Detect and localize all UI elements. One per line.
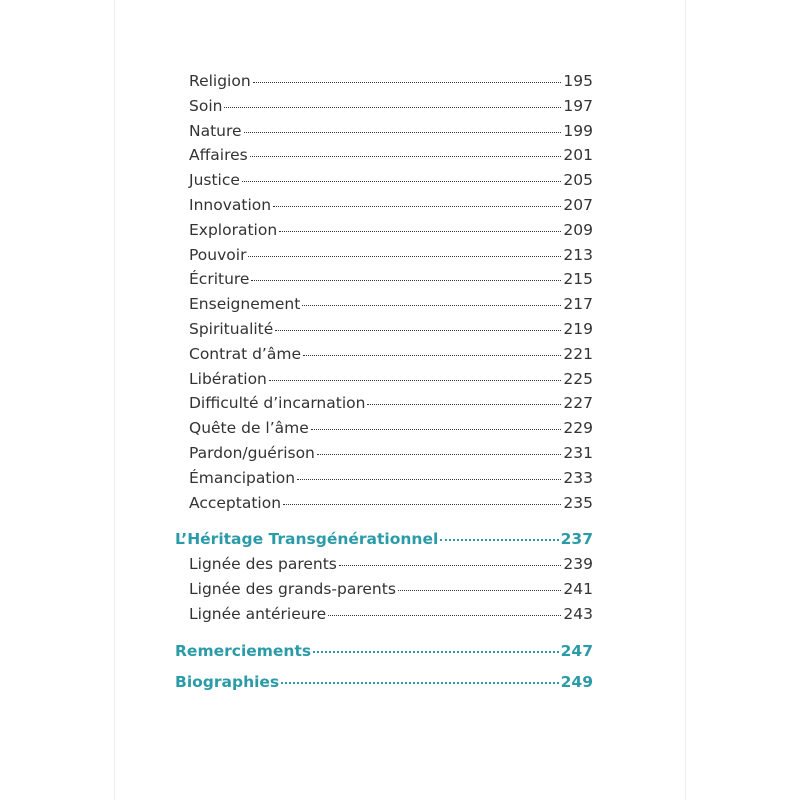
toc-entry-title: Contrat d’âme — [189, 344, 301, 363]
toc-entry-title: Affaires — [189, 146, 248, 165]
toc-entry — [175, 72, 593, 97]
toc-entry-page: 243 — [563, 604, 593, 623]
toc-entry-page: 197 — [563, 96, 593, 115]
toc-entry — [175, 394, 593, 419]
toc-entry-page: 199 — [563, 121, 593, 140]
dot-leader — [250, 156, 562, 157]
dot-leader — [279, 231, 561, 232]
toc-entry — [175, 270, 593, 295]
toc-entry-page: 209 — [563, 220, 593, 239]
toc-entry-page: 227 — [563, 394, 593, 413]
toc-entry-page: 225 — [563, 369, 593, 388]
toc-entry-page: 217 — [563, 295, 593, 314]
dot-leader — [339, 565, 562, 566]
toc-entry-page: 195 — [563, 72, 593, 90]
toc-entry-title: Libération — [189, 369, 267, 388]
dot-leader — [283, 504, 561, 505]
toc-entry — [175, 469, 593, 494]
toc-entry — [175, 320, 593, 345]
dot-leader — [253, 82, 562, 83]
toc-section-title: Remerciements — [175, 641, 312, 660]
toc-entry-page: 201 — [563, 146, 593, 165]
toc-entry-page: 233 — [563, 468, 593, 487]
toc-entry-page: 235 — [563, 493, 593, 512]
dot-leader — [317, 454, 562, 455]
toc-section-page: 237 — [560, 530, 593, 549]
toc-entry — [175, 171, 593, 196]
toc-entry-title: Lignée antérieure — [189, 604, 327, 623]
toc-entry-page: 231 — [563, 443, 593, 462]
toc-entry-title: Pardon/guérison — [189, 443, 315, 462]
dot-leader — [398, 590, 562, 591]
toc-entry-title: Exploration — [189, 220, 278, 239]
toc-entry-title: Enseignement — [189, 295, 301, 314]
toc-section-title: Biographies — [175, 672, 280, 691]
toc-entry-page: 215 — [563, 270, 593, 289]
toc-entry — [175, 605, 593, 630]
table-of-contents — [175, 72, 593, 698]
toc-entry-page: 219 — [563, 319, 593, 338]
toc-entry — [175, 295, 593, 320]
toc-entry-title: Innovation — [189, 195, 272, 214]
dot-leader — [224, 107, 561, 108]
toc-entry — [175, 196, 593, 221]
toc-entry — [175, 494, 593, 519]
toc-entry-page: 229 — [563, 419, 593, 438]
dot-leader — [367, 404, 561, 405]
toc-entry-title: Lignée des grands-parents — [189, 580, 396, 599]
dot-leader — [242, 181, 561, 182]
toc-entry-title: Nature — [189, 121, 242, 140]
toc-entry-title: Justice — [189, 171, 240, 190]
dot-leader — [440, 539, 558, 541]
dot-leader — [311, 429, 562, 430]
toc-section-heading — [175, 673, 593, 698]
toc-entry — [175, 419, 593, 444]
toc-entry-title: Lignée des parents — [189, 555, 337, 574]
toc-entry-page: 207 — [563, 195, 593, 214]
toc-entry-title: Acceptation — [189, 493, 282, 512]
toc-entry-page: 205 — [563, 171, 593, 190]
toc-entry-title: Spiritualité — [189, 319, 274, 338]
book-page — [114, 0, 686, 800]
toc-section-heading — [175, 642, 593, 667]
toc-entry — [175, 246, 593, 271]
toc-entry-title: Émancipation — [189, 468, 296, 487]
toc-entry — [175, 146, 593, 171]
toc-section-page: 249 — [560, 672, 593, 691]
toc-entry — [175, 345, 593, 370]
toc-entry-page: 221 — [563, 344, 593, 363]
toc-entry — [175, 555, 593, 580]
toc-entry-title: Écriture — [189, 270, 250, 289]
dot-leader — [328, 615, 561, 616]
toc-entry-page: 239 — [563, 555, 593, 574]
dot-leader — [313, 651, 559, 653]
toc-entry-title: Religion — [189, 72, 251, 90]
toc-section-title: L’Héritage Transgénérationnel — [175, 530, 439, 549]
dot-leader — [303, 355, 561, 356]
dot-leader — [269, 380, 562, 381]
dot-leader — [302, 305, 561, 306]
toc-entry — [175, 370, 593, 395]
toc-entry — [175, 122, 593, 147]
toc-entry-title: Soin — [189, 96, 223, 115]
toc-section-heading — [175, 530, 593, 555]
dot-leader — [275, 330, 561, 331]
dot-leader — [273, 206, 561, 207]
dot-leader — [297, 479, 561, 480]
toc-entry — [175, 444, 593, 469]
toc-entry-page: 241 — [563, 580, 593, 599]
dot-leader — [248, 256, 561, 257]
toc-entry — [175, 97, 593, 122]
toc-entry-title: Pouvoir — [189, 245, 247, 264]
toc-entry-page: 213 — [563, 245, 593, 264]
toc-section-page: 247 — [560, 641, 593, 660]
toc-entry — [175, 580, 593, 605]
toc-entry-title: Quête de l’âme — [189, 419, 309, 438]
dot-leader — [244, 132, 562, 133]
dot-leader — [281, 682, 558, 684]
toc-entry-title: Difficulté d’incarnation — [189, 394, 366, 413]
dot-leader — [251, 280, 561, 281]
toc-entry — [175, 221, 593, 246]
